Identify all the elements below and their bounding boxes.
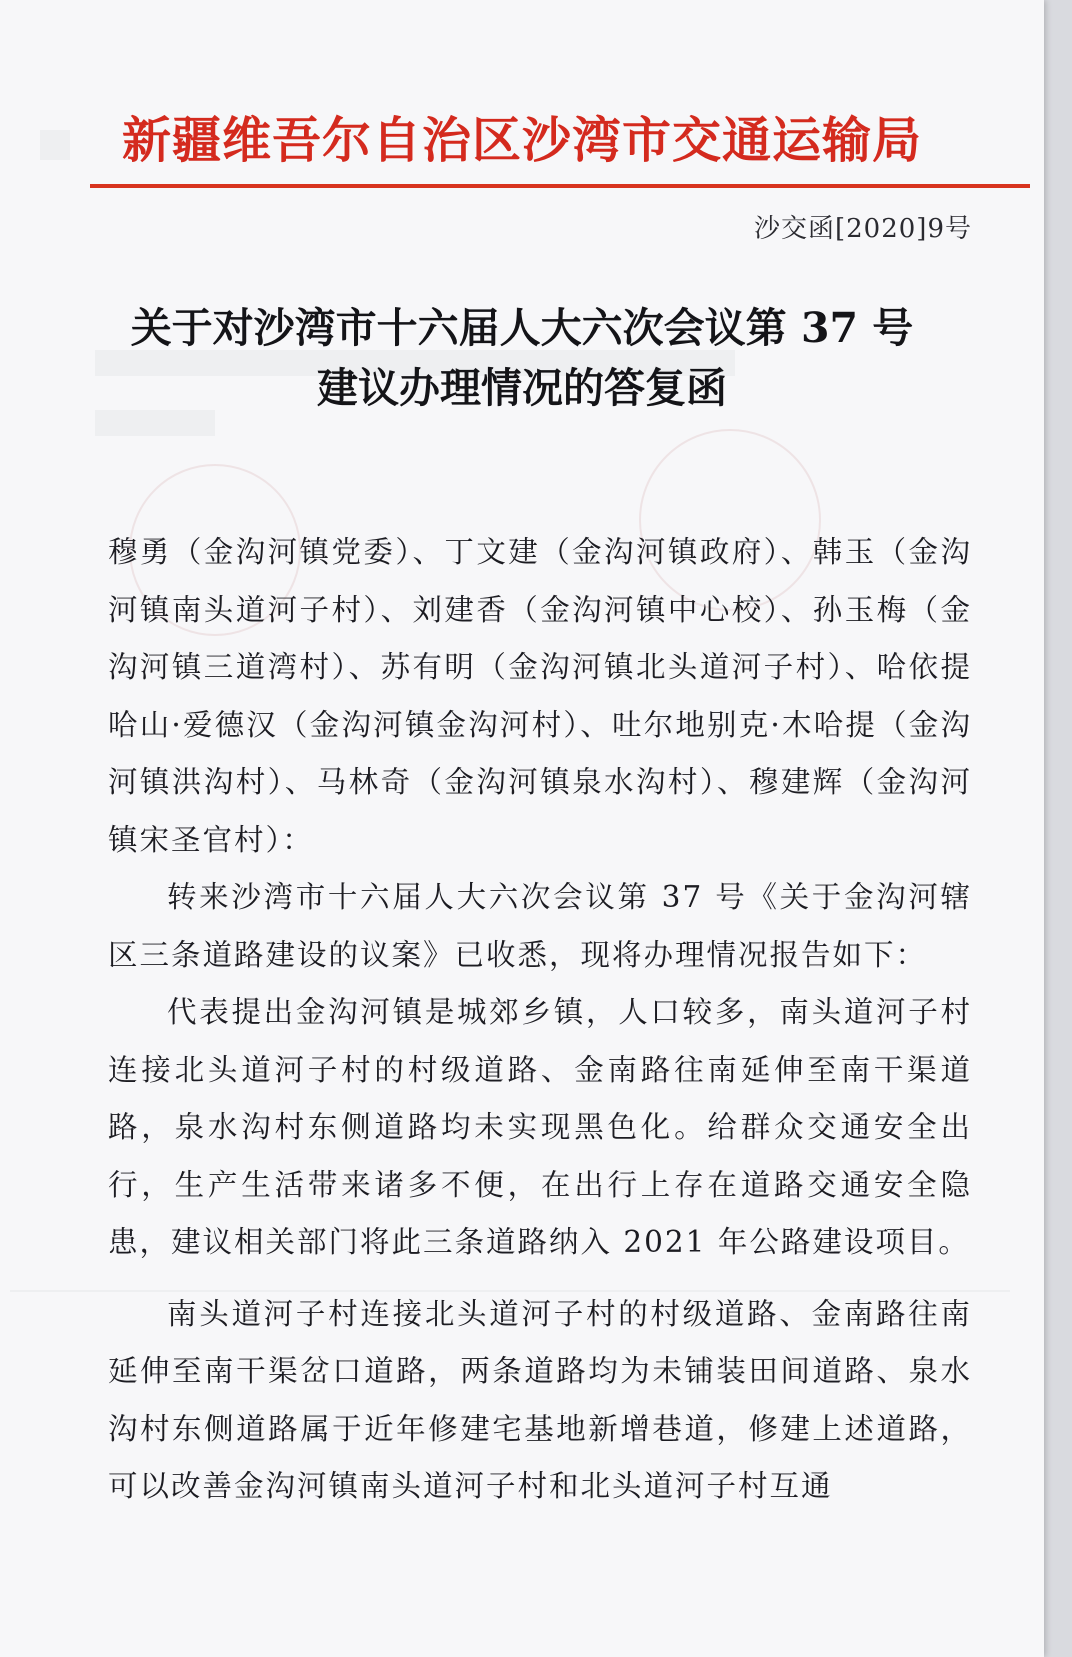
issuing-organization-title: 新疆维吾尔自治区沙湾市交通运输局 — [121, 112, 922, 169]
document-number: 沙交函[2020]9号 — [754, 214, 972, 244]
document-title — [0, 298, 1044, 418]
body-paragraph-2: 代表提出金沟河镇是城郊乡镇，人口较多，南头道河子村连接北头道河子村的村级道路、金南路往南延伸至南干渠道路，泉水沟村东侧道路均未实现黑色化。给群众交通安全出行，生产生活带来诸多不便，在出行上存在道路交通安全隐患，建议相关部门将此三条道路纳入 2021 年公路建设项目。 — [108, 995, 972, 1259]
document-title-line-1: 关于对沙湾市十六届人大六次会议第 37 号 — [130, 304, 914, 352]
document-title-line-2: 建议办理情况的答复函 — [317, 364, 727, 412]
red-header-rule — [90, 184, 1030, 188]
addressee-list: 穆勇（金沟河镇党委）、丁文建（金沟河镇政府）、韩玉（金沟河镇南头道河子村）、刘建香（金沟河镇中心校）、孙玉梅（金沟河镇三道湾村）、苏有明（金沟河镇北头道河子村）、哈依提哈山·爱德汉（金沟河镇金沟河村）、吐尔地别克·木哈提（金沟河镇洪沟村）、马林奇（金沟河镇泉水沟村）、穆建辉（金沟河镇宋圣官村）： — [108, 535, 972, 857]
document-body — [108, 524, 972, 1516]
body-paragraph-3: 南头道河子村连接北头道河子村的村级道路、金南路往南延伸至南干渠岔口道路，两条道路均为未铺装田间道路、泉水沟村东侧道路属于近年修建宅基地新增巷道，修建上述道路，可以改善金沟河镇南头道河子村和北头道河子村互通 — [108, 1296, 972, 1503]
body-paragraph-1: 转来沙湾市十六届人大六次会议第 37 号《关于金沟河辖区三条道路建设的议案》已收悉，现将办理情况报告如下： — [108, 880, 972, 972]
